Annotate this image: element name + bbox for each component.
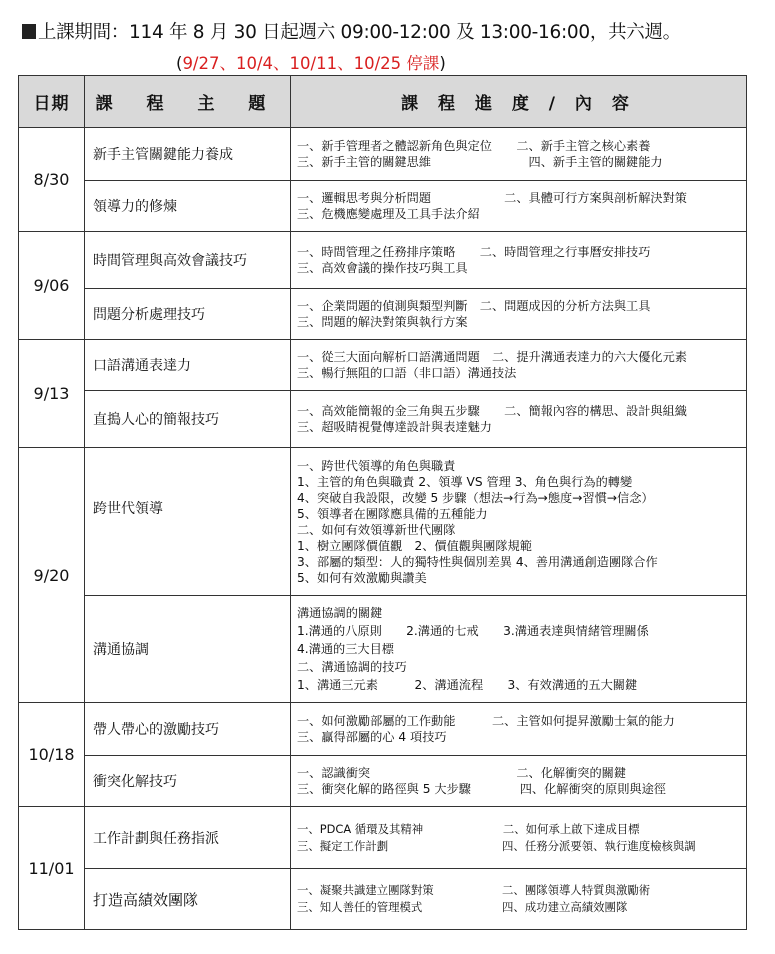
table-row	[19, 448, 747, 596]
date-cell: 9/13	[19, 340, 85, 448]
date-cell: 9/20	[19, 448, 85, 703]
date-cell: 9/06	[19, 232, 85, 340]
table-row	[19, 128, 747, 181]
table-row	[19, 181, 747, 232]
table-header-row	[19, 76, 747, 128]
date-cell: 8/30	[19, 128, 85, 232]
topic-cell: 溝通協調	[85, 596, 291, 703]
table-row	[19, 703, 747, 756]
table-row	[19, 391, 747, 448]
column-header-content: 課 程 進 度 / 內 容	[291, 76, 747, 128]
topic-cell: 工作計劃與任務指派	[85, 807, 291, 869]
topic-cell: 跨世代領導	[85, 448, 291, 596]
table-row	[19, 596, 747, 703]
table-row	[19, 869, 747, 930]
content-cell: 溝通協調的關鍵 1.溝通的八原則 2.溝通的七戒 3.溝通表達與情緒管理關係 4.溝通的三大目標 二、溝通協調的技巧 1、溝通三元素 2、溝通流程 3、有效溝通的五大關鍵	[291, 596, 747, 703]
topic-cell: 口語溝通表達力	[85, 340, 291, 391]
content-cell: 一、如何激勵部屬的工作動能 二、主管如何提昇激勵士氣的能力 三、贏得部屬的心 4 項技巧	[291, 703, 747, 756]
date-cell: 11/01	[19, 807, 85, 930]
suspension-note: (9/27、10/4、10/11、10/25 停課)	[176, 54, 446, 73]
table-row	[19, 232, 747, 289]
content-cell: 一、跨世代領導的角色與職責 1、主管的角色與職責 2、領導 VS 管理 3、角色與行為的轉變 4、突破自我設限，改變 5 步驟（想法→行為→態度→習慣→信念） 5、領導者在團隊應具備的五種能力 二、如何有效領導新世代團隊 1、樹立團隊價值觀 2、價值觀與團隊規範 3、部屬的類型：人的獨特性與個別差異 4、善用溝通創造團隊合作 5、如何有效激勵與讚美	[291, 448, 747, 596]
content-cell: 一、PDCA 循環及其精神 二、如何承上啟下達成目標 三、擬定工作計劃 四、任務分派要領、執行進度檢核與調	[291, 807, 747, 869]
content-cell: 一、時間管理之任務排序策略 二、時間管理之行事曆安排技巧 三、高效會議的操作技巧與工具	[291, 232, 747, 289]
topic-cell: 打造高績效團隊	[85, 869, 291, 930]
content-cell: 一、認識衝突 二、化解衝突的關鍵 三、衝突化解的路徑與 5 大步驟 四、化解衝突的原則與途徑	[291, 756, 747, 807]
date-cell: 10/18	[19, 703, 85, 807]
suspension-dates: 9/27、10/4、10/11、10/25 停課	[182, 54, 440, 73]
topic-cell: 領導力的修煉	[85, 181, 291, 232]
content-cell: 一、高效能簡報的金三角與五步驟 二、簡報內容的構思、設計與組織 三、超吸睛視覺傳達設計與表達魅力	[291, 391, 747, 448]
topic-cell: 衝突化解技巧	[85, 756, 291, 807]
column-header-date: 日期	[19, 76, 85, 128]
topic-cell: 問題分析處理技巧	[85, 289, 291, 340]
topic-cell: 新手主管關鍵能力養成	[85, 128, 291, 181]
content-cell: 一、從三大面向解析口語溝通問題 二、提升溝通表達力的六大優化元素 三、暢行無阻的口語（非口語）溝通技法	[291, 340, 747, 391]
content-cell: 一、企業問題的偵測與類型判斷 二、問題成因的分析方法與工具 三、問題的解決對策與執行方案	[291, 289, 747, 340]
content-cell: 一、邏輯思考與分析問題 二、具體可行方案與剖析解決對策 三、危機應變處理及工具手法介紹	[291, 181, 747, 232]
column-header-topic: 課 程 主 題	[85, 76, 291, 128]
table-row	[19, 289, 747, 340]
topic-cell: 帶人帶心的激勵技巧	[85, 703, 291, 756]
class-period-line	[22, 18, 681, 44]
content-cell: 一、凝聚共識建立團隊對策 二、團隊領導人特質與激勵術 三、知人善任的管理模式 四、成功建立高績效團隊	[291, 869, 747, 930]
class-period-text: 上課期間：114 年 8 月 30 日起週六 09:00-12:00 及 13:00-16:00，共六週。	[38, 22, 681, 43]
bullet-square-icon	[22, 24, 36, 39]
content-cell: 一、新手管理者之體認新角色與定位 二、新手主管之核心素養 三、新手主管的關鍵思維 四、新手主管的關鍵能力	[291, 128, 747, 181]
course-schedule-table	[18, 75, 747, 930]
topic-cell: 時間管理與高效會議技巧	[85, 232, 291, 289]
topic-cell: 直搗人心的簡報技巧	[85, 391, 291, 448]
table-row	[19, 340, 747, 391]
table-row	[19, 756, 747, 807]
table-row	[19, 807, 747, 869]
